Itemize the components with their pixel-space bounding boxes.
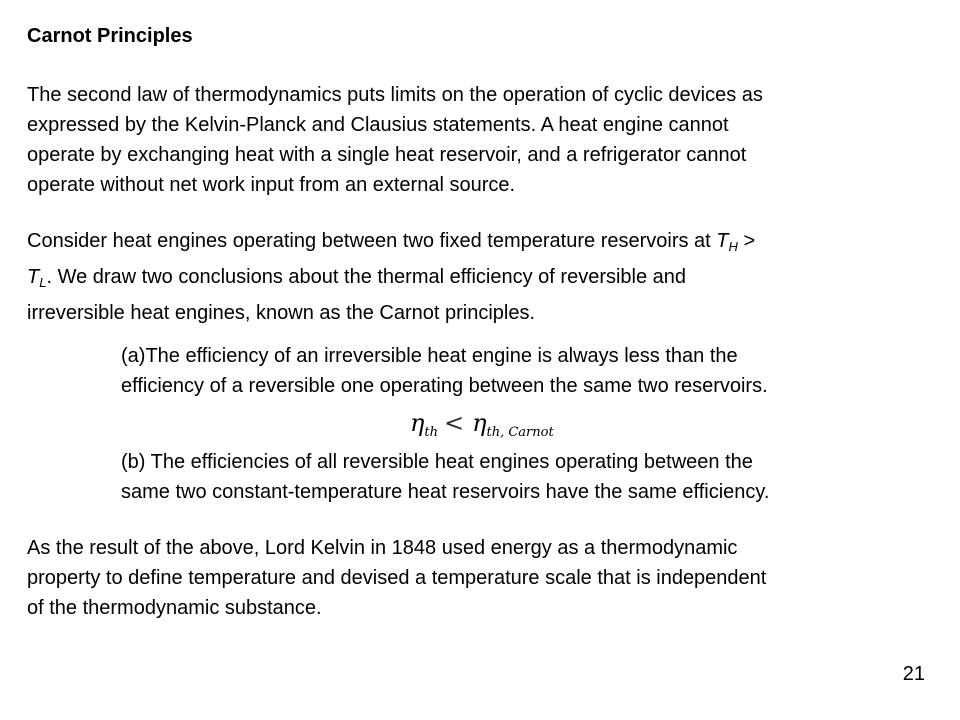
efficiency-inequality-formula — [410, 405, 554, 451]
variable-t: T — [716, 230, 729, 252]
principle-line: same two constant-temperature heat reservoirs have the same efficiency. — [121, 481, 770, 503]
line-text: Consider heat engines operating between two fixed temperature reservoirs at — [27, 230, 717, 252]
less-than-operator: < — [444, 409, 465, 437]
paragraph-line: irreversible heat engines, known as the Carnot principles. — [27, 302, 536, 324]
paragraph-line: The second law of thermodynamics puts limits on the operation of cyclic devices as — [27, 84, 763, 106]
greater-than: > — [737, 230, 756, 252]
eta-symbol: η — [472, 409, 487, 437]
line-text: . We draw two conclusions about the thermal efficiency of reversible and — [46, 266, 687, 288]
principle-b — [121, 447, 921, 507]
slide-title: Carnot Principles — [27, 25, 193, 47]
paragraph-line: As the result of the above, Lord Kelvin in 1848 used energy as a thermodynamic — [27, 537, 738, 559]
eta-symbol: η — [410, 409, 425, 437]
principle-a — [121, 341, 921, 401]
paragraph-line: operate without net work input from an external source. — [27, 174, 516, 196]
formula-subscript: th, Carnot — [486, 425, 554, 440]
paragraph-line — [27, 262, 917, 298]
principle-line: (b) The efficiencies of all reversible heat engines operating between the — [121, 451, 753, 473]
paragraph-line: expressed by the Kelvin-Planck and Clausius statements. A heat engine cannot — [27, 114, 729, 136]
subscript-l: L — [39, 275, 47, 290]
paragraph-kelvin — [27, 533, 917, 623]
principle-line: (a)The efficiency of an irreversible heat engine is always less than the — [121, 345, 738, 367]
paragraph-consider — [27, 226, 917, 328]
formula-subscript: th — [424, 425, 438, 440]
paragraph-line: property to define temperature and devised a temperature scale that is independent — [27, 567, 767, 589]
subscript-h: H — [728, 239, 738, 254]
variable-t: T — [27, 266, 40, 288]
paragraph-line — [27, 226, 917, 262]
paragraph-second-law — [27, 80, 917, 200]
page-number: 21 — [902, 663, 925, 685]
paragraph-line: of the thermodynamic substance. — [27, 597, 322, 619]
paragraph-line: operate by exchanging heat with a single heat reservoir, and a refrigerator cannot — [27, 144, 747, 166]
principle-line: efficiency of a reversible one operating between the same two reservoirs. — [121, 375, 768, 397]
